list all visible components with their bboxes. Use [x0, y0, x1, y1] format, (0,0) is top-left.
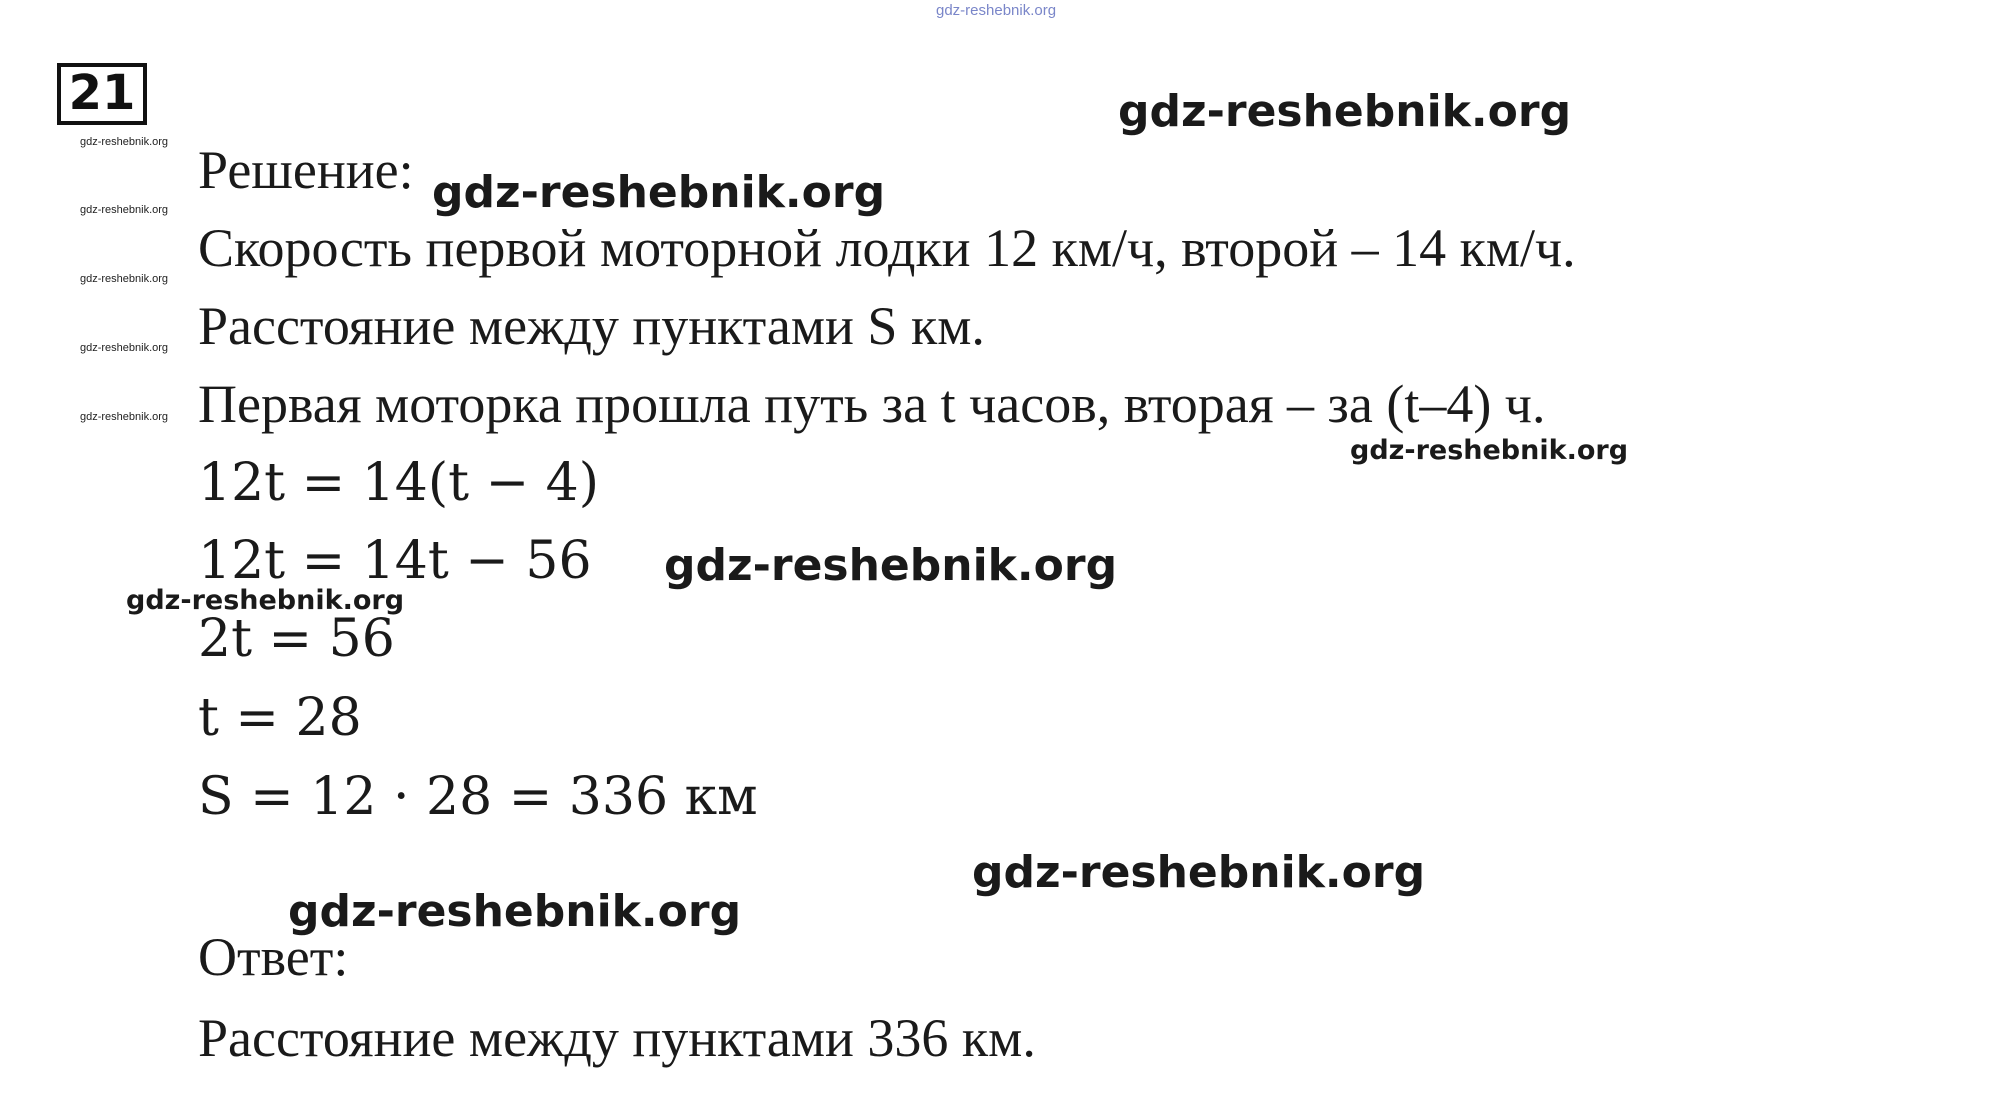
watermark: gdz-reshebnik.org	[972, 847, 1426, 898]
margin-watermark: gdz-reshebnik.org	[80, 342, 169, 354]
solution-line: Расстояние между пунктами S км.	[198, 296, 985, 356]
equation: 12t = 14(t − 4)	[198, 453, 600, 513]
equation: t = 28	[198, 688, 362, 748]
watermark: gdz-reshebnik.org	[432, 167, 886, 218]
header-watermark: gdz-reshebnik.org	[936, 2, 1057, 19]
answer-text: Расстояние между пунктами 336 км.	[198, 1008, 1036, 1068]
margin-watermark: gdz-reshebnik.org	[80, 136, 169, 148]
problem-number: 21	[57, 63, 147, 125]
margin-watermark: gdz-reshebnik.org	[80, 273, 169, 285]
watermark: gdz-reshebnik.org	[288, 886, 742, 937]
watermark: gdz-reshebnik.org	[1350, 435, 1629, 466]
equation: 2t = 56	[198, 609, 395, 669]
solution-line: Скорость первой моторной лодки 12 км/ч, второй – 14 км/ч.	[198, 218, 1576, 278]
watermark: gdz-reshebnik.org	[664, 540, 1118, 591]
equation: S = 12 · 28 = 336 км	[198, 767, 758, 827]
solution-heading: Решение:	[198, 140, 414, 200]
equation: 12t = 14t − 56	[198, 531, 592, 591]
margin-watermark: gdz-reshebnik.org	[80, 411, 169, 423]
watermark: gdz-reshebnik.org	[126, 585, 405, 616]
answer-heading: Ответ:	[198, 927, 349, 987]
watermark: gdz-reshebnik.org	[1118, 86, 1572, 137]
margin-watermark: gdz-reshebnik.org	[80, 204, 169, 216]
solution-line: Первая моторка прошла путь за t часов, вторая – за (t–4) ч.	[198, 374, 1546, 434]
